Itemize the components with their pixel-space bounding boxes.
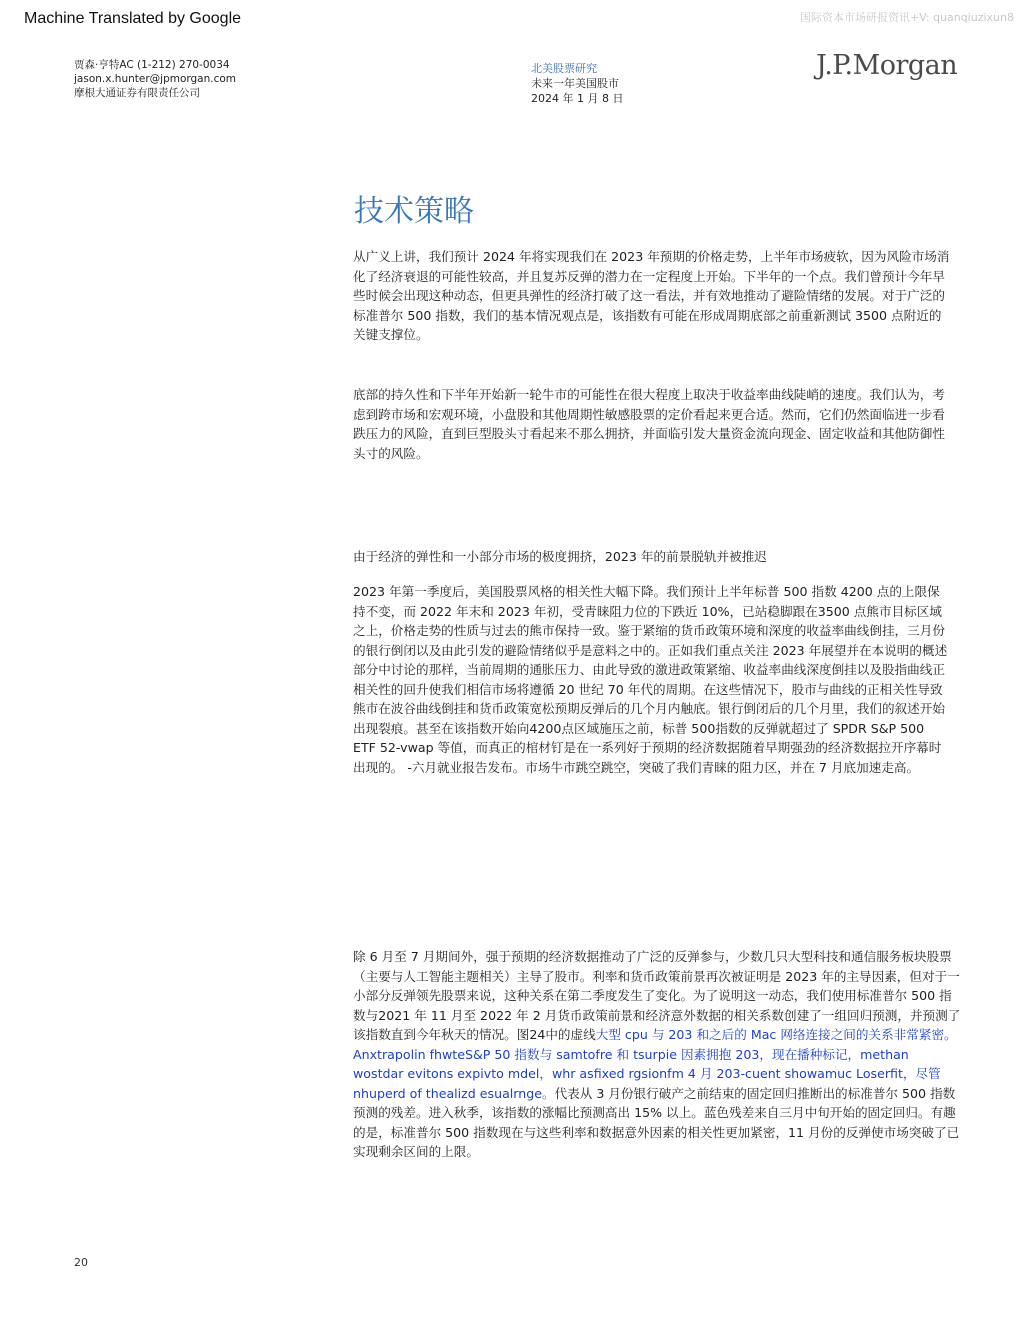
jpmorgan-logo: J.P.Morgan	[816, 50, 958, 81]
paragraph-3: 2023 年第一季度后，美国股票风格的相关性大幅下降。我们预计上半年标普 500 指数 4200 点的上限保持不变，而 2022 年末和 2023 年初，受青睐阻力位的下跌近 10%，已站稳脚跟在3500 点熊市目标区域之上，价格走势的性质与过去的熊市保持一致。鉴于紧缩的货币政策环境和深度的收益率曲线倒挂，三月份的银行倒闭以及由此引发的避险情绪似乎是意料之中的。正如我们重点关注 2023 年展望并在本说明的概述部分中讨论的那样，当前周期的通胀压力、由此导致的激进政策紧缩、收益率曲线深度倒挂以及股指曲线正相关性的回升使我们相信市场将遵循 20 世纪 70 年代的周期。在这些情况下，股市与曲线的正相关性导致熊市在波谷曲线倒挂和货币政策宽松预期反弹后的几个月内触底。银行倒闭后的几个月里，我们的叙述开始出现裂痕。甚至在该指数开始向4200点区域施压之前，标普 500指数的反弹就超过了 SPDR S&P 500 ETF 52-vwap 等值，而真正的棺材钉是在一系列好于预期的经济数据随着早期强劲的经济数据拉开序幕时出现的。 -六月就业报告发布。市场牛市跳空跳空，突破了我们青睐的阻力区，并在 7 月底加速走高。	[353, 584, 948, 775]
paragraph-4-text-a: 除 6 月至 7 月期间外，强于预期的经济数据推动了广泛的反弹参与，少数几只大型科技和通信服务板块股票（主要与人工智能主题相关）主导了股市。利率和货币政策前景再次被证明是 2023 年的主导因素，但对于一小部分反弹领先股票来说，这种关系在第二季度发生了变化。为了说明这一动态，我们使用标准普尔 500 指数与2021 年 11 月至 2022 年 2 月货币政策前景和经济意外数据的相关系数创建了一组回归预测，并预测了该指数直到今年秋天的情况。图24中的虚线	[353, 949, 961, 1042]
report-subtitle: 未来一年美国股市	[531, 77, 619, 90]
page-number: 20	[74, 1256, 88, 1269]
report-series-link[interactable]: 北美股票研究	[531, 62, 597, 75]
paragraph-4-text-b: 代表从 3 月份银行破产之前结束的固定回归推断出的标准普尔 500 指数预测的残差。进入秋季，该指数的涨幅比预测高出 15% 以上。蓝色残差来自三月中旬开始的固定回归。有趣的是，标准普尔 500 指数现在与这些利率和数据意外因素的相关性更加紧密，11 月份的反弹使市场突破了已实现剩余区间的上限。	[353, 1085, 960, 1159]
author-email[interactable]: jason.x.hunter@jpmorgan.com	[74, 73, 237, 85]
paragraph-2: 底部的持久性和下半年开始新一轮牛市的可能性在很大程度上取决于收益率曲线陡峭的速度。我们认为，考虑到跨市场和宏观环境，小盘股和其他周期性敏感股票的定价看起来更合适。然而，它们仍然面临进一步看跌压力的风险，直到巨型股头寸看起来不那么拥挤，并面临引发大量资金流向现金、固定收益和其他防御性头寸的风险。	[353, 387, 945, 461]
paragraph-4	[353, 947, 961, 1162]
author-name-phone: 贾森·亨特AC (1-212) 270-0034	[74, 59, 230, 71]
author-company: 摩根大通证券有限责任公司	[74, 87, 200, 99]
paragraph-1: 从广义上讲，我们预计 2024 年将实现我们在 2023 年预期的价格走势，上半年市场疲软，因为风险市场消化了经济衰退的可能性较高，并且复苏反弹的潜力在一定程度上开始。下半年的一个点。我们曾预计今年早些时候会出现这种动态，但更具弹性的经济打破了这一看法，并有效地推动了避险情绪的发展。对于广泛的标准普尔 500 指数，我们的基本情况观点是，该指数有可能在形成周期底部之前重新测试 3500 点附近的关键支撑位。	[353, 249, 950, 342]
paragraph-4-link[interactable]: 大型 cpu 与 203 和之后的 Mac 网络连接之间的关系非常紧密。 Anxtrapolin fhwteS&P 50 指数与 samtofre 和 tsurpie 因素拥抱 203，现在播种标记，methan wostdar evitons expivto mdel，whr asfixed rgsionfm 4 月 203-cuent showamuc Loserfit，尽管nhuperd of thealizd esualrnge。	[353, 1027, 957, 1101]
report-info	[531, 61, 623, 106]
watermark-text: 国际资本市场研报资讯+V: quanqiuzixun8	[799, 11, 1014, 24]
section-title: 技术策略	[354, 194, 474, 229]
machine-translated-label: Machine Translated by Google	[24, 10, 242, 27]
subheading: 由于经济的弹性和一小部分市场的极度拥挤，2023 年的前景脱轨并被推迟	[353, 549, 767, 564]
report-date: 2024 年 1 月 8 日	[531, 92, 624, 105]
author-block	[74, 58, 236, 100]
